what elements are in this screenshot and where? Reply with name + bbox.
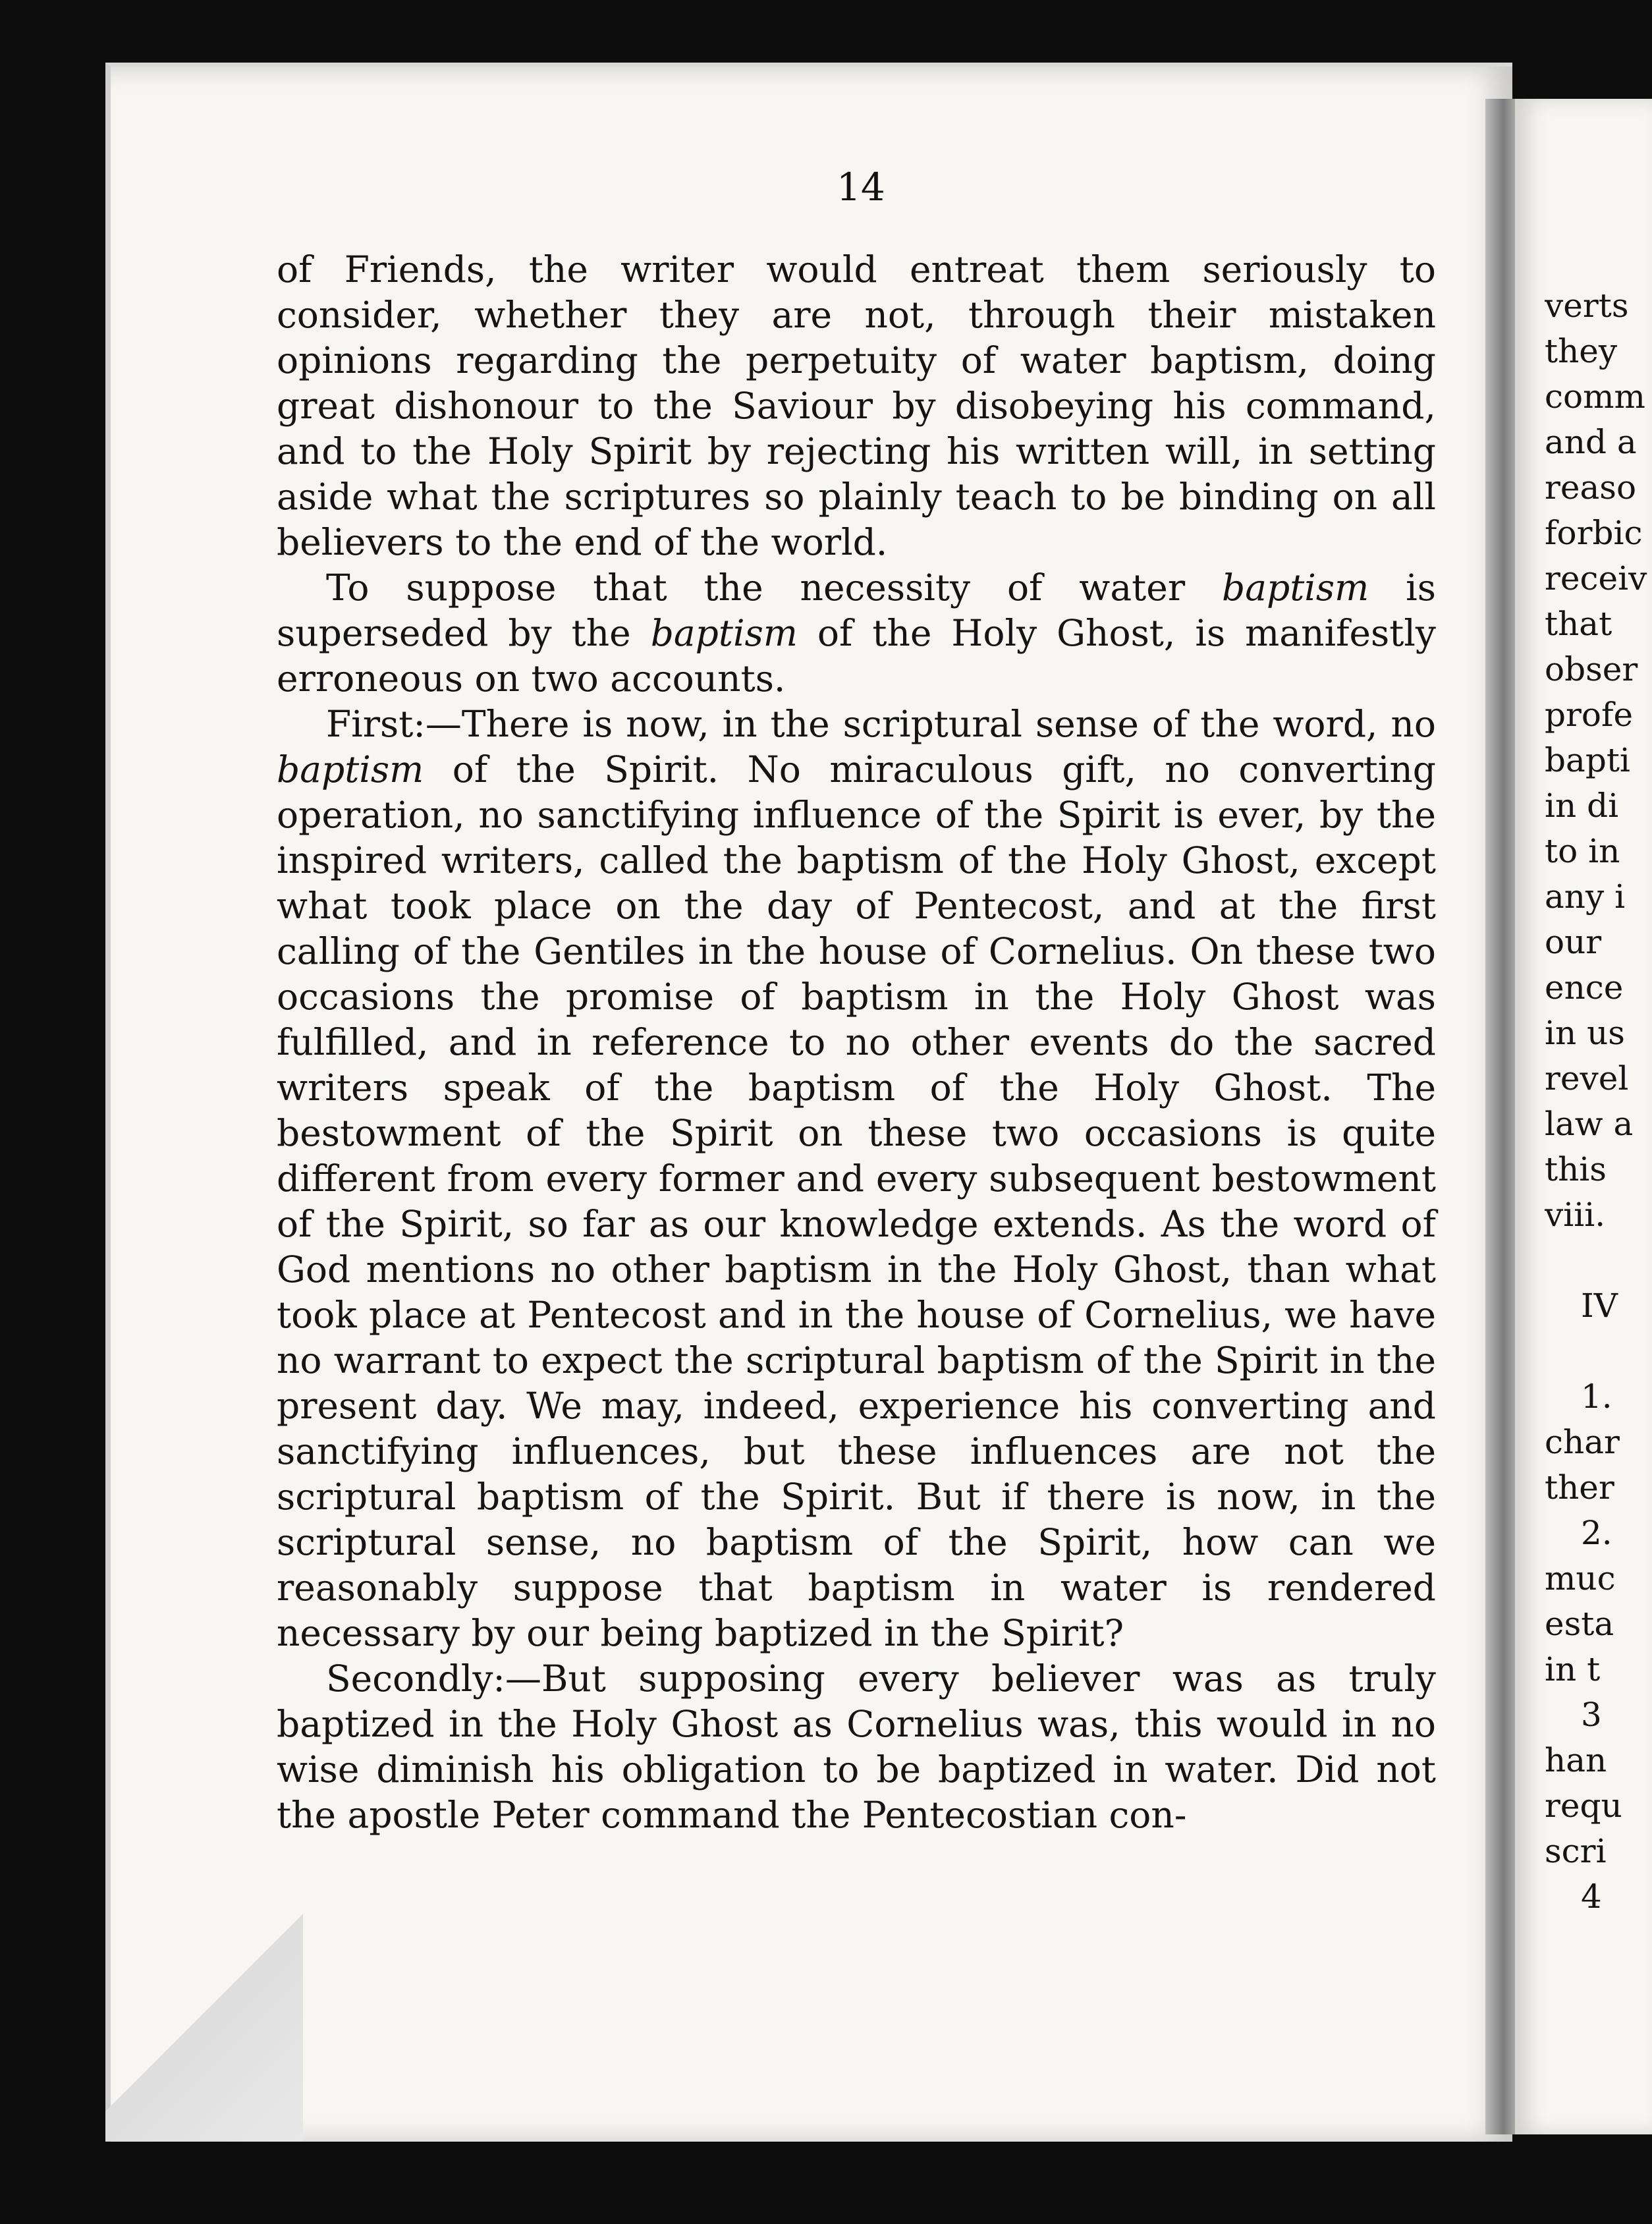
facing-line: this [1545,1150,1607,1188]
facing-line: ence [1545,968,1624,1007]
text-run: First:—There is now, in the scriptural sense of the word, no [326,703,1436,745]
facing-line: 2. [1581,1514,1612,1552]
facing-heading: IV [1581,1287,1618,1325]
facing-line: verts [1545,287,1629,325]
facing-line: 4 [1581,1877,1602,1916]
text-run: To suppose that the necessity of water [326,567,1222,609]
facing-line: han [1545,1741,1607,1779]
paragraph-continued: of Friends, the writer would entreat them seriously to consider, whether they are not, through their mistaken opinions regarding the perpetuity of water baptism, doing great dishonour to the Saviour by disobeying his command, and to the Holy Spirit by rejecting his written will, in setting aside what the scriptures so plainly teach to be binding on all believers to the end of the world. [277,248,1436,563]
facing-page-text [1545,283,1652,1920]
paragraph-secondly: Secondly:—But supposing every believer was as truly baptized in the Holy Ghost as Cornelius was, this would in no wise diminish his obligation to be baptized in water. Did not the apostle Peter command the Pentecostian con- [277,1657,1436,1836]
page-corner-fold [105,1884,303,2141]
facing-line: reaso [1545,468,1637,507]
facing-line: scri [1545,1832,1607,1870]
text-run: of the Spirit. No miraculous gift, no converting operation, no sanctifying influence of the Spirit is ever, by the inspired writers, called the baptism of the Holy Ghost, except what took place on the day of Pentecost, and at the first calling of the Gentiles in the house of Cornelius. On these two occasions the promise of baptism in the Holy Ghost was fulfilled, and in reference to no other events do the sacred writers speak of the baptism of the Holy Ghost. The bestowment of the Spirit on these two occasions is quite different from every former and every subsequent bestowment of the Spirit, so far as our knowledge extends. As the word of God mentions no other baptism in the Holy Ghost, than what took place at Pentecost and in the house of Cornelius, we have no warrant to expect the scriptural baptism of the Spirit in the present day. We may, indeed, experience his converting and sanctifying influences, but these influences are not the scriptural baptism of the Spirit. But if there is now, in the scriptural sense, no baptism of the Spirit, how can we reasonably suppose that baptism in water is rendered necessary by our being baptized in the Spirit? [277,748,1436,1654]
facing-line: char [1545,1423,1620,1461]
text-run: of the Holy Ghost, is manifestly erroneous on two accounts. [277,612,1436,700]
paragraph-first [277,702,1436,1656]
facing-line: in t [1545,1650,1601,1688]
facing-line: muc [1545,1559,1616,1598]
facing-line: receiv [1545,559,1647,598]
italic-term: baptism [650,612,798,654]
facing-line: that [1545,605,1612,643]
italic-term: baptism [1222,567,1369,609]
facing-line: they [1545,332,1618,370]
facing-line: comm [1545,377,1645,416]
page-number: 14 [837,165,885,209]
facing-line: in di [1545,787,1619,825]
italic-term: baptism [277,748,424,791]
facing-line [1545,1238,1652,1283]
facing-line: profe [1545,696,1634,734]
facing-line: law a [1545,1105,1634,1143]
facing-line: and a [1545,423,1637,461]
facing-line: requ [1545,1787,1622,1825]
facing-line: esta [1545,1605,1614,1643]
facing-line: 1. [1581,1377,1612,1416]
facing-line: ther [1545,1468,1614,1507]
facing-line: 3 [1581,1696,1602,1734]
facing-line: revel [1545,1059,1629,1098]
facing-line: our [1545,923,1602,961]
facing-line: viii. [1545,1196,1606,1234]
facing-line [1545,1329,1652,1374]
facing-line: forbic [1545,514,1643,552]
text-run: is superseded by the [277,567,1436,654]
facing-line: in us [1545,1014,1625,1052]
facing-line: to in [1545,832,1620,870]
paragraph-suppose [277,565,1436,702]
facing-line: any i [1545,877,1626,916]
page-body-text [277,247,1436,1838]
facing-line: bapti [1545,741,1630,779]
facing-line: obser [1545,650,1638,688]
